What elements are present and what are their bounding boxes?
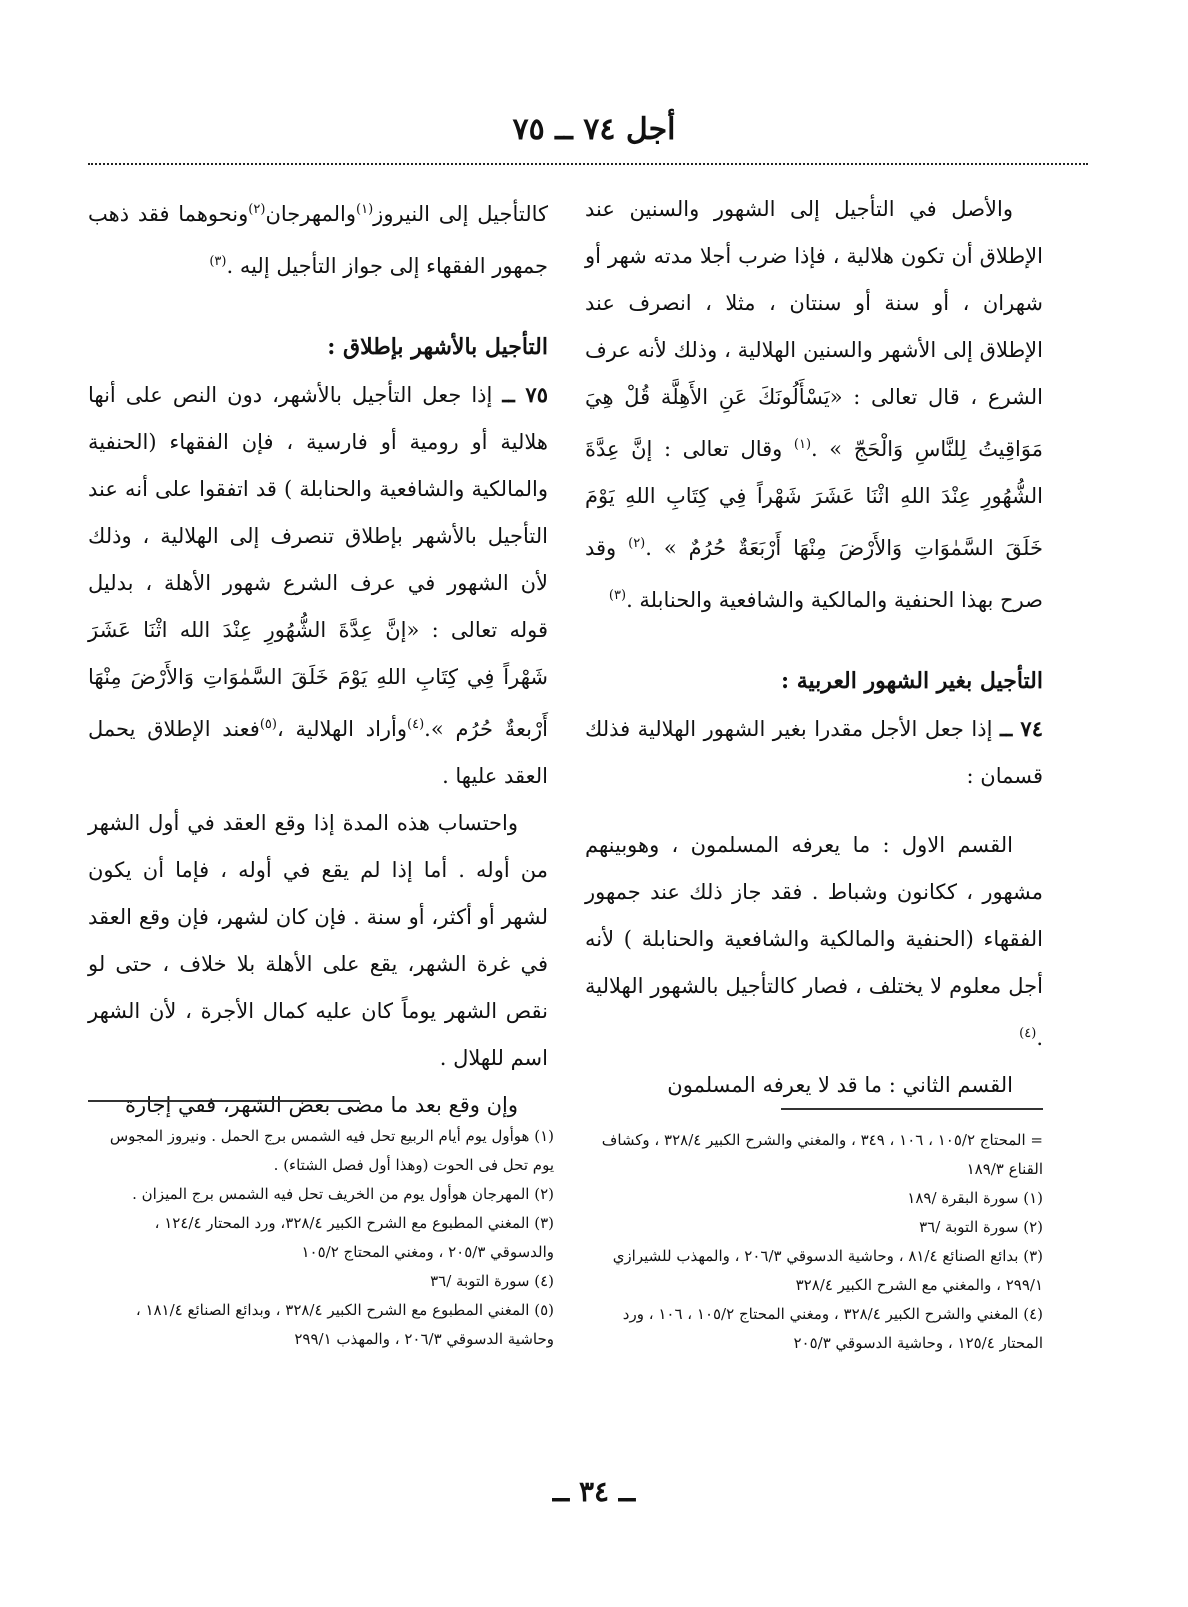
footnote-marker: (٣) <box>608 588 627 603</box>
footnote: (٣) المغني المطبوع مع الشرح الكبير ٣٢٨/٤، ورد المحتار ١٢٤/٤ ، والدسوقي ٢٠٥/٣ ، ومغني المحتاج ١٠٥/٢ <box>154 1214 554 1261</box>
footnote: (٣) بدائع الصنائع ٨١/٤ ، وحاشية الدسوقي ٢٠٦/٣ ، والمهذب للشيرازي ٢٩٩/١ ، والمغني مع الشرح الكبير ٣٢٨/٤ <box>612 1247 1043 1294</box>
footnote-marker: (٣) <box>209 254 227 269</box>
footnote-rule-left <box>88 1100 360 1102</box>
section-heading-non-arabic-months: التأجيل بغير الشهور العربية : <box>780 668 1043 694</box>
section-number: ٧٥ ــ <box>502 382 548 407</box>
footnotes-left <box>88 1122 554 1354</box>
footnote-marker: (٥) <box>259 717 277 732</box>
footnote-marker: (٢) <box>628 536 646 551</box>
section-heading-unqualified-months: التأجيل بالأشهر بإطلاق : <box>327 334 548 360</box>
footnote: (٢) سورة التوبة /٣٦ <box>919 1218 1043 1236</box>
footnote: (٤) المغني والشرح الكبير ٣٢٨/٤ ، ومغني المحتاج ١٠٥/٢ ، ١٠٦ ، ورد المحتار ١٢٥/٤ ، وحاشية الدسوقي ٢٠٥/٣ <box>622 1305 1043 1352</box>
left-paragraph-1: كالتأجيل إلى النيروز$^{(١)}$والمهرجان$^{(٢)}$ونحوهما فقد ذهب جمهور الفقهاء إلى جواز التأجيل إليه .$^{(٣)}$ <box>88 202 548 278</box>
footnote-marker: (١) <box>793 437 812 452</box>
footnote-marker: (١) <box>356 202 374 217</box>
footnotes-right <box>587 1126 1043 1358</box>
category-one-paragraph: القسم الاول : ما يعرفه المسلمون ، وهوبينهم مشهور ، ككانون وشباط . فقد جاز ذلك عند جمهور الفقهاء (الحنفية والمالكية والشافعية والحنابلة ) لأنه أجل معلوم لا يختلف ، فصار كالتأجيل بالشهور الهلالية .$^{(٤)}$ <box>585 833 1043 1050</box>
right-column <box>585 186 1043 1109</box>
right-paragraph-1: والأصل في التأجيل إلى الشهور والسنين عند الإطلاق أن تكون هلالية ، فإذا ضرب أجلا مدته شهر أو شهران ، أو سنة أو سنتان ، مثلا ، انصرف عند الإطلاق إلى الأشهر والسنين الهلالية ، وذلك لأنه عرف الشرع ، قال تعالى : «يَسْأَلُونَكَ عَنِ الأَهِلَّة قُلْ هِيَ مَوَاقِيتُ لِلنَّاسِ وَالْحَجّ » .$^{(١)}$ وقال تعالى : إنَّ عِدَّةَ الشُّهُورِ عِنْدَ اللهِ اثْنَا عَشَرَ شَهْراً فِي كِتَابِ اللهِ يَوْمَ خَلَقَ السَّمٰوَاتِ وَالأَرْضَ مِنْهَا أَرْبَعَةٌ حُرُمٌ » .$^{(٢)}$ وقد صرح بهذا الحنفية والمالكية والشافعية والحنابلة .$^{(٣)}$ <box>585 197 1043 612</box>
left-column <box>88 186 548 1129</box>
section-74: ٧٤ ــ إذا جعل الأجل مقدرا بغير الشهور الهلالية فذلك قسمان : <box>585 716 1043 788</box>
left-paragraph-4: وإن وقع بعد ما مضى بعض الشهر، ففي إجارة <box>124 1093 518 1117</box>
footnote: (٢) المهرجان هوأول يوم من الخريف تحل فيه الشمس برج الميزان . <box>132 1185 554 1203</box>
header-dotted-rule <box>88 163 1088 165</box>
section-75: ٧٥ ــ إذا جعل التأجيل بالأشهر، دون النص على أنها هلالية أو رومية أو فارسية ، فإن الفقهاء (الحنفية والمالكية والشافعية والحنابلة ) قد اتفقوا على أنه عند التأجيل بالأشهر بإطلاق تنصرف إلى الهلالية ، وذلك لأن الشهور في عرف الشرع شهور الأهلة ، بدليل قوله تعالى : «إنَّ عِدَّةَ الشُّهُورِ عِنْدَ الله اثْنَا عَشَرَ شَهْراً فِي كِتَابِ اللهِ يَوْمَ خَلَقَ السَّمٰوَاتِ وَالأَرْضَ مِنْهَا أَرْبعةٌ حُرُم ».$^{(٤)}$وأراد الهلالية ،$^{(٥)}$فعند الإطلاق يحمل العقد عليها . <box>88 382 548 788</box>
category-two-paragraph: القسم الثاني : ما قد لا يعرفه المسلمون <box>667 1073 1013 1097</box>
footnote: (٤) سورة التوبة /٣٦ <box>430 1272 554 1290</box>
footnote: (١) هوأول يوم أيام الربيع تحل فيه الشمس برج الحمل . ونيروز المجوس يوم تحل فى الحوت (وهذا أول فصل الشتاء) . <box>109 1127 554 1174</box>
footnote-marker: (٢) <box>248 202 266 217</box>
running-header: أجل ٧٤ ــ ٧٥ <box>512 112 676 147</box>
footnote-rule-right <box>781 1108 1043 1110</box>
footnote-marker: (٤) <box>1019 1026 1037 1041</box>
footnote: = المحتاج ١٠٥/٢ ، ١٠٦ ، ٣٤٩ ، والمغني والشرح الكبير ٣٢٨/٤ ، وكشاف القناع ١٨٩/٣ <box>601 1131 1043 1178</box>
footnote: (١) سورة البقرة /١٨٩ <box>907 1189 1043 1207</box>
footnote-marker: (٤) <box>407 717 425 732</box>
section-number: ٧٤ ــ <box>999 716 1043 741</box>
left-paragraph-3: واحتساب هذه المدة إذا وقع العقد في أول الشهر من أوله . أما إذا لم يقع في أوله ، فإما أن يكون لشهر أو أكثر، أو سنة . فإن كان لشهر، فإن وقع العقد في غرة الشهر، يقع على الأهلة بلا خلاف ، حتى لو نقص الشهر يوماً كان عليه كمال الأجرة ، لأن الشهر اسم للهلال . <box>88 811 548 1070</box>
footnote: (٥) المغني المطبوع مع الشرح الكبير ٣٢٨/٤ ، وبدائع الصنائع ١٨١/٤ ، وحاشية الدسوقي ٢٠٦/٣ ، والمهذب ٢٩٩/١ <box>135 1301 554 1348</box>
page-number: ــ ٣٤ ــ <box>552 1475 636 1508</box>
